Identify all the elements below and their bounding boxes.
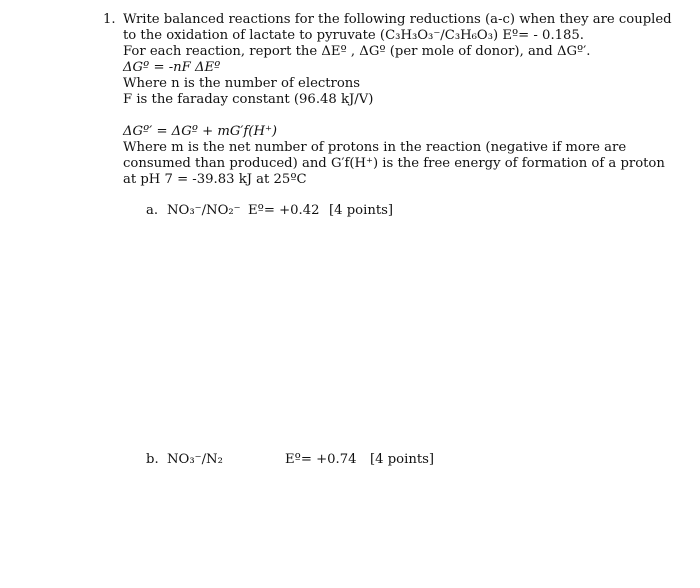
faraday-text: F is the faraday constant (96.48 kJ/V) <box>123 92 374 107</box>
where-m-line-1: Where m is the net number of protons in the reaction (negative if more are <box>123 140 627 155</box>
question-number: 1. <box>103 12 116 27</box>
part-a-potential: Eº= +0.42 <box>248 203 320 218</box>
question-intro-line-1: Write balanced reactions for the following reductions (a-c) when they are coupled <box>123 12 672 27</box>
where-m-line-3: at pH 7 = -39.83 kJ at 25ºC <box>123 172 307 187</box>
question-intro-line-2: to the oxidation of lactate to pyruvate (C₃H₃O₃⁻/C₃H₆O₃) Eº= - 0.185. <box>123 28 584 43</box>
part-a-points: [4 points] <box>329 203 394 218</box>
where-m-line-2: consumed than produced) and G′f(H⁺) is the free energy of formation of a proton <box>123 156 665 171</box>
part-b-potential: Eº= +0.74 <box>285 452 357 467</box>
gibbs-formula: ΔGº = -nF ΔEº <box>123 60 221 75</box>
where-n-text: Where n is the number of electrons <box>123 76 361 91</box>
gibbs-prime-formula: ΔGº′ = ΔGº + mG′f(H⁺) <box>123 124 278 139</box>
part-b-couple: NO₃⁻/N₂ <box>167 452 223 467</box>
part-a-label: a. <box>146 203 159 218</box>
part-b-label: b. <box>146 452 159 467</box>
part-b-points: [4 points] <box>370 452 435 467</box>
part-a-couple: NO₃⁻/NO₂⁻ <box>167 203 241 218</box>
question-intro-line-3: For each reaction, report the ΔEº , ΔGº (per mole of donor), and ΔGº′. <box>123 44 591 59</box>
